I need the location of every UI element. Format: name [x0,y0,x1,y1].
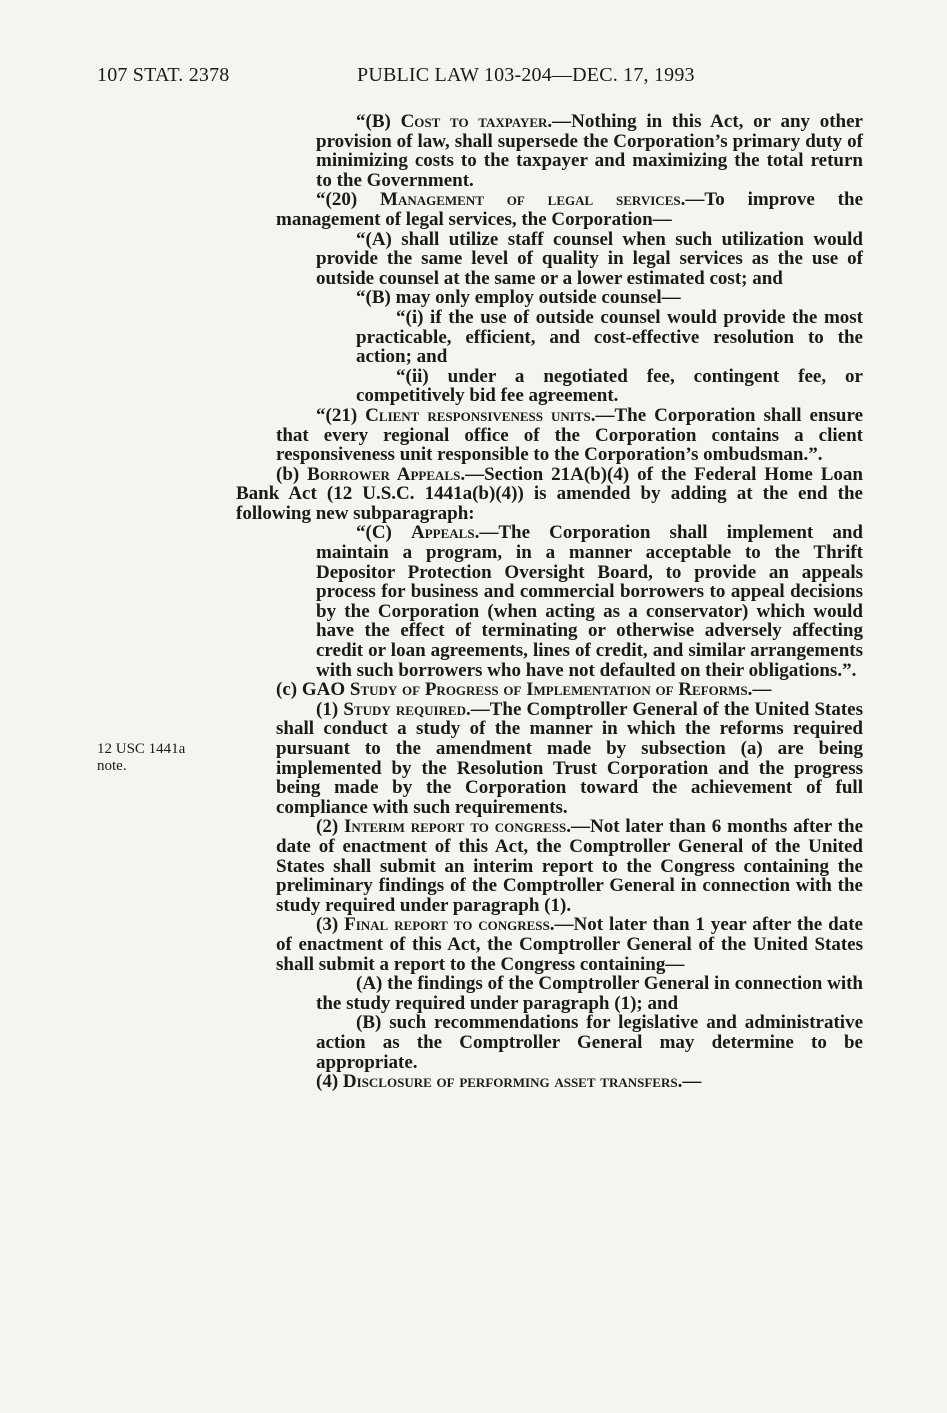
para-heading: Disclosure of performing asset transfers. [342,1071,683,1093]
para-20-a: “(A) shall utilize staff counsel when such utilization would provide the same level of quality in legal services as the use of outside counsel at the same or a lower estimated cost; and [316,228,863,289]
para-heading: Cost to taxpayer. [400,111,553,132]
para-20-b: “(B) may only employ outside counsel— [356,287,681,309]
para-3-final-report: (3) Final report to congress.—Not later than 1 year after the date of enactment of this Act, the Comptroller General of the United States shall submit a report to the Congress containing— [276,914,863,975]
stat-reference: 107 STAT. 2378 [97,64,230,86]
para-21-client-responsiveness: “(21) Client responsiveness units.—The Corporation shall ensure that every regional office of the Corporation contains a client responsiveness unit responsible to the Corporation’s ombudsman.”. [276,404,864,466]
para-20-management-legal-services: “(20) Management of legal services.—To improve the management of legal services, the Corporation— [276,189,864,230]
para-cost-to-taxpayer: “(B) Cost to taxpayer.—Nothing in this Act, or any other provision of law, shall supersede the Corporation’s primary duty of minimizing costs to the taxpayer and maximizing the total return to the Government. [316,111,863,191]
para-heading: Client responsiveness units. [365,404,596,426]
para-2-interim-report: (2) Interim report to congress.—Not later than 6 months after the date of enactment of this Act, the Comptroller General of the United States shall submit an interim report to the Congress containing the preliminary findings of the Comptroller General in connection with the study required under paragraph (1). [276,816,864,916]
law-title: PUBLIC LAW 103-204—DEC. 17, 1993 [357,64,695,86]
subsection-c-gao-study: (c) GAO Study of Progress of Implementation of Reforms.— [276,679,772,701]
margin-note-label: note. [97,758,127,774]
para-20-b-ii: “(ii) under a negotiated fee, contingent fee, or competitively bid fee agreement. [356,365,863,407]
para-3-a: (A) the findings of the Comptroller General in connection with the study required under paragraph (1); and [316,973,863,1014]
para-c-appeals: “(C) Appeals.—The Corporation shall implement and maintain a program, in a manner acceptable to the Thrift Depositor Protection Oversight Board, to provide an appeals process for business and commercial borrowers to appeal decisions by the Corporation (when acting as a conservator) which would have the effect of terminating or otherwise adversely affecting credit or loan agreements, lines of credit, and similar arrangements with such borrowers who have not defaulted on their obligations.”. [316,522,863,681]
para-heading: Interim report to congress. [344,816,571,838]
para-4-disclosure: (4) Disclosure of performing asset transfers.— [316,1071,702,1093]
para-3-b: (B) such recommendations for legislative and administrative action as the Comptroller General may determine to be appropriate. [316,1012,863,1073]
para-heading: Study of Progress of Implementation of Reforms. [349,679,753,701]
margin-note [97,741,227,775]
para-heading: Study required. [343,698,471,720]
margin-note-citation: 12 USC 1441a [97,741,186,757]
subsection-b-borrower-appeals: (b) Borrower Appeals.—Section 21A(b)(4) of the Federal Home Loan Bank Act (12 U.S.C. 1441a(b)(4)) is amended by adding at the end the following new subparagraph: [236,463,863,524]
statute-text [236,112,863,1092]
para-20-b-i: “(i) if the use of outside counsel would provide the most practicable, efficient, and cost-effective resolution to the action; and [356,306,863,368]
para-1-study-required: (1) Study required.—The Comptroller General of the United States shall conduct a study of the manner in which the reforms required pursuant to the amendment made by subsection (a) are being implemented by the Resolution Trust Corporation and the progress being made by the Corporation toward the achievement of full compliance with such requirements. [276,698,864,818]
para-heading: Final report to congress. [344,914,555,936]
para-heading: Borrower Appeals. [307,463,466,485]
para-heading: Management of legal services. [380,189,686,211]
para-heading: Appeals. [411,522,480,544]
